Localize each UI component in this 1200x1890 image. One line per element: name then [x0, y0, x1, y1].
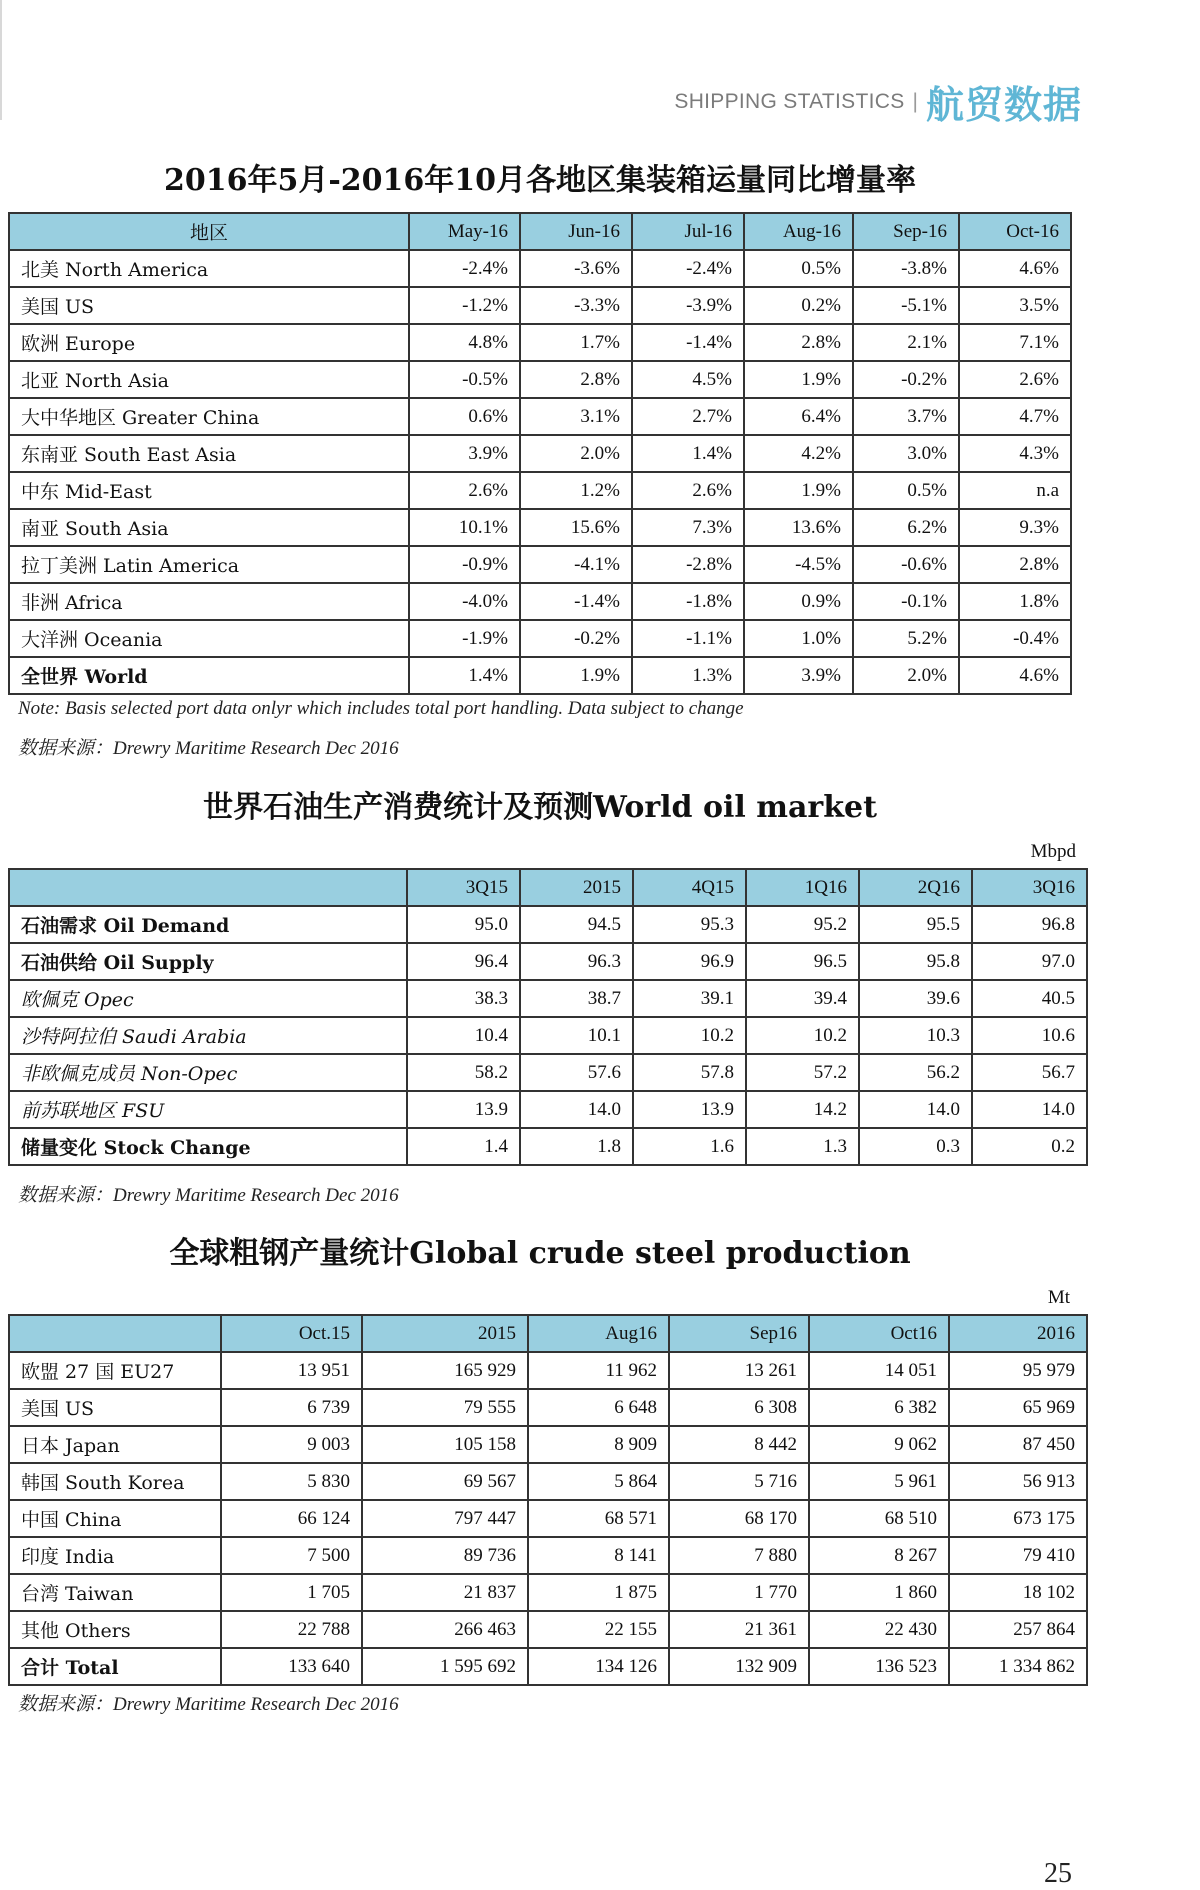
table-cell: 4.6% — [959, 250, 1071, 287]
table-cell: 22 430 — [809, 1611, 949, 1648]
page-edge-rule — [0, 0, 2, 120]
column-header-label — [9, 869, 407, 906]
steel-production-table — [8, 1314, 1088, 1686]
column-header: 1Q16 — [746, 869, 859, 906]
table-cell: 4.5% — [632, 361, 744, 398]
table-cell: 89 736 — [362, 1537, 528, 1574]
steel-unit: Mt — [1047, 1287, 1070, 1308]
table-cell: 18 102 — [949, 1574, 1087, 1611]
table-cell: -2.4% — [409, 250, 520, 287]
table-cell: -0.6% — [853, 546, 959, 583]
table-row — [9, 1537, 1087, 1574]
table-cell: -0.2% — [853, 361, 959, 398]
row-label: 合计 Total — [9, 1648, 221, 1685]
table-cell: 7.1% — [959, 324, 1071, 361]
table-cell: 68 170 — [669, 1500, 809, 1537]
table-cell: -1.1% — [632, 620, 744, 657]
table-cell: 22 155 — [528, 1611, 669, 1648]
table-cell: 2.0% — [520, 435, 632, 472]
table-cell: 56 913 — [949, 1463, 1087, 1500]
steel-source: 数据来源：Drewry Maritime Research Dec 2016 — [18, 1694, 399, 1715]
column-header: 2016 — [949, 1315, 1087, 1352]
table-cell: n.a — [959, 472, 1071, 509]
table-header-row — [9, 869, 1087, 906]
table-cell: 66 124 — [221, 1500, 362, 1537]
table-cell: 105 158 — [362, 1426, 528, 1463]
oil-source: 数据来源：Drewry Maritime Research Dec 2016 — [18, 1185, 399, 1206]
container-growth-table — [8, 212, 1072, 695]
table-cell: 10.6 — [972, 1017, 1087, 1054]
table-cell: 5.2% — [853, 620, 959, 657]
row-label: 中国 China — [9, 1500, 221, 1537]
row-label: 全世界 World — [9, 657, 409, 694]
table-cell: 57.8 — [633, 1054, 746, 1091]
table-cell: -3.3% — [520, 287, 632, 324]
table-row — [9, 943, 1087, 980]
table-cell: 39.6 — [859, 980, 972, 1017]
table-cell: 14.2 — [746, 1091, 859, 1128]
table-cell: 39.1 — [633, 980, 746, 1017]
table-cell: 1.8 — [520, 1128, 633, 1165]
table-row — [9, 1389, 1087, 1426]
table-row — [9, 657, 1071, 694]
table-row — [9, 620, 1071, 657]
table-cell: 1.4% — [632, 435, 744, 472]
table-cell: 7 880 — [669, 1537, 809, 1574]
row-label: 石油供给 Oil Supply — [9, 943, 407, 980]
table-cell: -3.9% — [632, 287, 744, 324]
table-cell: 1.3 — [746, 1128, 859, 1165]
table-cell: 68 510 — [809, 1500, 949, 1537]
table-cell: -4.1% — [520, 546, 632, 583]
table-row — [9, 1463, 1087, 1500]
column-header: 3Q16 — [972, 869, 1087, 906]
table-cell: 1 334 862 — [949, 1648, 1087, 1685]
table-cell: 3.5% — [959, 287, 1071, 324]
header-chinese: 航贸数据 — [925, 83, 1082, 127]
table-cell: 1.8% — [959, 583, 1071, 620]
table-cell: 0.6% — [409, 398, 520, 435]
row-label: 美国 US — [9, 1389, 221, 1426]
table-cell: 132 909 — [669, 1648, 809, 1685]
table-cell: -0.9% — [409, 546, 520, 583]
table-cell: 10.1 — [520, 1017, 633, 1054]
table-cell: 1.9% — [744, 472, 853, 509]
table-cell: 0.3 — [859, 1128, 972, 1165]
table-cell: 6 308 — [669, 1389, 809, 1426]
row-label: 台湾 Taiwan — [9, 1574, 221, 1611]
column-header: Sep-16 — [853, 213, 959, 250]
row-label: 北亚 North Asia — [9, 361, 409, 398]
table-cell: 134 126 — [528, 1648, 669, 1685]
column-header: Jun-16 — [520, 213, 632, 250]
table-cell: 56.7 — [972, 1054, 1087, 1091]
table-cell: 94.5 — [520, 906, 633, 943]
table-row — [9, 287, 1071, 324]
row-label: 欧盟 27 国 EU27 — [9, 1352, 221, 1389]
table-cell: 13.6% — [744, 509, 853, 546]
table-cell: 0.9% — [744, 583, 853, 620]
table-cell: 1.0% — [744, 620, 853, 657]
table-cell: 1.9% — [520, 657, 632, 694]
table-cell: -1.4% — [632, 324, 744, 361]
table-cell: 133 640 — [221, 1648, 362, 1685]
table-cell: 5 961 — [809, 1463, 949, 1500]
table-cell: 2.8% — [744, 324, 853, 361]
table-cell: -2.8% — [632, 546, 744, 583]
table-row — [9, 906, 1087, 943]
table-cell: 2.7% — [632, 398, 744, 435]
column-header: Oct-16 — [959, 213, 1071, 250]
table-row — [9, 324, 1071, 361]
table-row — [9, 1352, 1087, 1389]
table-cell: 14.0 — [972, 1091, 1087, 1128]
table-row — [9, 1128, 1087, 1165]
table-cell: 13 951 — [221, 1352, 362, 1389]
table-cell: 38.3 — [407, 980, 520, 1017]
table-cell: 96.5 — [746, 943, 859, 980]
table-cell: 96.8 — [972, 906, 1087, 943]
table-cell: 2.0% — [853, 657, 959, 694]
table-cell: 68 571 — [528, 1500, 669, 1537]
table-cell: 8 442 — [669, 1426, 809, 1463]
header-separator: | — [912, 89, 918, 113]
table-cell: 165 929 — [362, 1352, 528, 1389]
table-cell: 11 962 — [528, 1352, 669, 1389]
table-cell: 8 141 — [528, 1537, 669, 1574]
table-cell: 13.9 — [407, 1091, 520, 1128]
table-cell: 7.3% — [632, 509, 744, 546]
table-cell: 3.9% — [409, 435, 520, 472]
table-cell: 8 909 — [528, 1426, 669, 1463]
table-cell: 40.5 — [972, 980, 1087, 1017]
column-header: Oct16 — [809, 1315, 949, 1352]
column-header: Aug16 — [528, 1315, 669, 1352]
row-label: 印度 India — [9, 1537, 221, 1574]
table-cell: 797 447 — [362, 1500, 528, 1537]
oil-market-table — [8, 868, 1088, 1166]
table-cell: 1.7% — [520, 324, 632, 361]
row-label: 欧佩克 Opec — [9, 980, 407, 1017]
table-header-row — [9, 1315, 1087, 1352]
table-cell: 95.5 — [859, 906, 972, 943]
table-row — [9, 980, 1087, 1017]
table-row — [9, 1648, 1087, 1685]
column-header: Sep16 — [669, 1315, 809, 1352]
row-label: 中东 Mid-East — [9, 472, 409, 509]
table-cell: 9 003 — [221, 1426, 362, 1463]
page-number: 25 — [1044, 1858, 1072, 1889]
table-cell: 1.9% — [744, 361, 853, 398]
row-label: 沙特阿拉伯 Saudi Arabia — [9, 1017, 407, 1054]
table-cell: 1.2% — [520, 472, 632, 509]
table-cell: 10.2 — [746, 1017, 859, 1054]
table-cell: 95.2 — [746, 906, 859, 943]
row-label: 拉丁美洲 Latin America — [9, 546, 409, 583]
table-cell: 1.6 — [633, 1128, 746, 1165]
table-cell: 4.3% — [959, 435, 1071, 472]
row-label: 大中华地区 Greater China — [9, 398, 409, 435]
table-cell: 1 875 — [528, 1574, 669, 1611]
steel-table-title: 全球粗钢产量统计Global crude steel production — [169, 1236, 911, 1271]
table-row — [9, 398, 1071, 435]
table-cell: 58.2 — [407, 1054, 520, 1091]
column-header: 4Q15 — [633, 869, 746, 906]
table-cell: 79 410 — [949, 1537, 1087, 1574]
table-cell: 3.0% — [853, 435, 959, 472]
table-cell: -0.1% — [853, 583, 959, 620]
table-cell: 4.7% — [959, 398, 1071, 435]
column-header-label: 地区 — [9, 213, 409, 250]
table-cell: -4.5% — [744, 546, 853, 583]
table-cell: -0.5% — [409, 361, 520, 398]
container-source: 数据来源：Drewry Maritime Research Dec 2016 — [18, 738, 399, 759]
table-cell: 0.2 — [972, 1128, 1087, 1165]
table-row — [9, 1574, 1087, 1611]
row-label: 日本 Japan — [9, 1426, 221, 1463]
table-cell: 56.2 — [859, 1054, 972, 1091]
table-cell: 0.5% — [853, 472, 959, 509]
table-cell: 2.1% — [853, 324, 959, 361]
table-cell: 0.5% — [744, 250, 853, 287]
table-row — [9, 250, 1071, 287]
table-cell: -1.4% — [520, 583, 632, 620]
column-header: 2Q16 — [859, 869, 972, 906]
container-table-title: 2016年5月-2016年10月各地区集装箱运量同比增量率 — [163, 163, 917, 198]
table-cell: -3.8% — [853, 250, 959, 287]
table-cell: 6.4% — [744, 398, 853, 435]
table-cell: -3.6% — [520, 250, 632, 287]
row-label: 储量变化 Stock Change — [9, 1128, 407, 1165]
column-header: Aug-16 — [744, 213, 853, 250]
table-cell: 9 062 — [809, 1426, 949, 1463]
table-cell: 21 837 — [362, 1574, 528, 1611]
table-cell: 2.8% — [520, 361, 632, 398]
row-label: 南亚 South Asia — [9, 509, 409, 546]
table-cell: 38.7 — [520, 980, 633, 1017]
table-cell: 95.3 — [633, 906, 746, 943]
table-cell: 96.4 — [407, 943, 520, 980]
table-row — [9, 1500, 1087, 1537]
column-header: Oct.15 — [221, 1315, 362, 1352]
table-cell: 14 051 — [809, 1352, 949, 1389]
table-cell: 79 555 — [362, 1389, 528, 1426]
table-cell: 2.8% — [959, 546, 1071, 583]
table-cell: -1.2% — [409, 287, 520, 324]
table-cell: 96.3 — [520, 943, 633, 980]
column-header: 3Q15 — [407, 869, 520, 906]
table-cell: 6 739 — [221, 1389, 362, 1426]
row-label: 石油需求 Oil Demand — [9, 906, 407, 943]
container-note: Note: Basis selected port data onlyr which includes total port handling. Data subject to change — [18, 698, 744, 719]
table-cell: -2.4% — [632, 250, 744, 287]
table-cell: 2.6% — [959, 361, 1071, 398]
table-cell: 6.2% — [853, 509, 959, 546]
table-cell: 7 500 — [221, 1537, 362, 1574]
table-cell: 57.6 — [520, 1054, 633, 1091]
table-cell: 87 450 — [949, 1426, 1087, 1463]
table-cell: 5 830 — [221, 1463, 362, 1500]
row-label: 北美 North America — [9, 250, 409, 287]
table-cell: 6 648 — [528, 1389, 669, 1426]
oil-unit: Mbpd — [1030, 841, 1076, 862]
table-row — [9, 1426, 1087, 1463]
column-header: May-16 — [409, 213, 520, 250]
table-cell: 1 705 — [221, 1574, 362, 1611]
table-row — [9, 435, 1071, 472]
table-row — [9, 546, 1071, 583]
table-row — [9, 1611, 1087, 1648]
table-cell: -4.0% — [409, 583, 520, 620]
table-cell: 15.6% — [520, 509, 632, 546]
table-cell: -1.9% — [409, 620, 520, 657]
table-cell: 4.8% — [409, 324, 520, 361]
header-english: SHIPPING STATISTICS — [674, 89, 905, 113]
table-row — [9, 472, 1071, 509]
column-header: Jul-16 — [632, 213, 744, 250]
row-label: 韩国 South Korea — [9, 1463, 221, 1500]
table-cell: 10.3 — [859, 1017, 972, 1054]
table-cell: 0.2% — [744, 287, 853, 324]
table-cell: 1 860 — [809, 1574, 949, 1611]
column-header: 2015 — [362, 1315, 528, 1352]
table-cell: 9.3% — [959, 509, 1071, 546]
table-cell: 1.3% — [632, 657, 744, 694]
table-row — [9, 1054, 1087, 1091]
table-cell: 5 864 — [528, 1463, 669, 1500]
table-cell: 96.9 — [633, 943, 746, 980]
table-cell: 95.8 — [859, 943, 972, 980]
table-cell: 673 175 — [949, 1500, 1087, 1537]
table-row — [9, 509, 1071, 546]
table-cell: -5.1% — [853, 287, 959, 324]
table-cell: 2.6% — [409, 472, 520, 509]
table-cell: 13 261 — [669, 1352, 809, 1389]
oil-table-title: 世界石油生产消费统计及预测World oil market — [203, 790, 877, 825]
table-cell: 1 770 — [669, 1574, 809, 1611]
table-cell: 4.6% — [959, 657, 1071, 694]
table-cell: 4.2% — [744, 435, 853, 472]
running-header — [674, 74, 1082, 129]
table-cell: 10.4 — [407, 1017, 520, 1054]
row-label: 前苏联地区 FSU — [9, 1091, 407, 1128]
table-cell: 10.2 — [633, 1017, 746, 1054]
table-cell: 69 567 — [362, 1463, 528, 1500]
table-cell: 257 864 — [949, 1611, 1087, 1648]
table-cell: 5 716 — [669, 1463, 809, 1500]
row-label: 东南亚 South East Asia — [9, 435, 409, 472]
table-cell: 2.6% — [632, 472, 744, 509]
table-cell: 3.1% — [520, 398, 632, 435]
row-label: 欧洲 Europe — [9, 324, 409, 361]
table-cell: 3.7% — [853, 398, 959, 435]
table-cell: 1.4% — [409, 657, 520, 694]
table-cell: 1.4 — [407, 1128, 520, 1165]
table-cell: 8 267 — [809, 1537, 949, 1574]
table-row — [9, 361, 1071, 398]
table-cell: 10.1% — [409, 509, 520, 546]
table-cell: 95.0 — [407, 906, 520, 943]
row-label: 非欧佩克成员 Non-Opec — [9, 1054, 407, 1091]
row-label: 非洲 Africa — [9, 583, 409, 620]
table-cell: 6 382 — [809, 1389, 949, 1426]
table-cell: -1.8% — [632, 583, 744, 620]
row-label: 其他 Others — [9, 1611, 221, 1648]
table-cell: 97.0 — [972, 943, 1087, 980]
table-cell: 1 595 692 — [362, 1648, 528, 1685]
table-cell: 95 979 — [949, 1352, 1087, 1389]
table-cell: 57.2 — [746, 1054, 859, 1091]
table-cell: 136 523 — [809, 1648, 949, 1685]
table-cell: 14.0 — [859, 1091, 972, 1128]
row-label: 美国 US — [9, 287, 409, 324]
table-cell: 65 969 — [949, 1389, 1087, 1426]
table-cell: 13.9 — [633, 1091, 746, 1128]
table-cell: 266 463 — [362, 1611, 528, 1648]
table-cell: 39.4 — [746, 980, 859, 1017]
column-header-label — [9, 1315, 221, 1352]
table-row — [9, 583, 1071, 620]
table-cell: 21 361 — [669, 1611, 809, 1648]
table-header-row — [9, 213, 1071, 250]
row-label: 大洋洲 Oceania — [9, 620, 409, 657]
table-row — [9, 1017, 1087, 1054]
table-cell: -0.4% — [959, 620, 1071, 657]
table-row — [9, 1091, 1087, 1128]
table-cell: -0.2% — [520, 620, 632, 657]
column-header: 2015 — [520, 869, 633, 906]
table-cell: 14.0 — [520, 1091, 633, 1128]
table-cell: 22 788 — [221, 1611, 362, 1648]
table-cell: 3.9% — [744, 657, 853, 694]
